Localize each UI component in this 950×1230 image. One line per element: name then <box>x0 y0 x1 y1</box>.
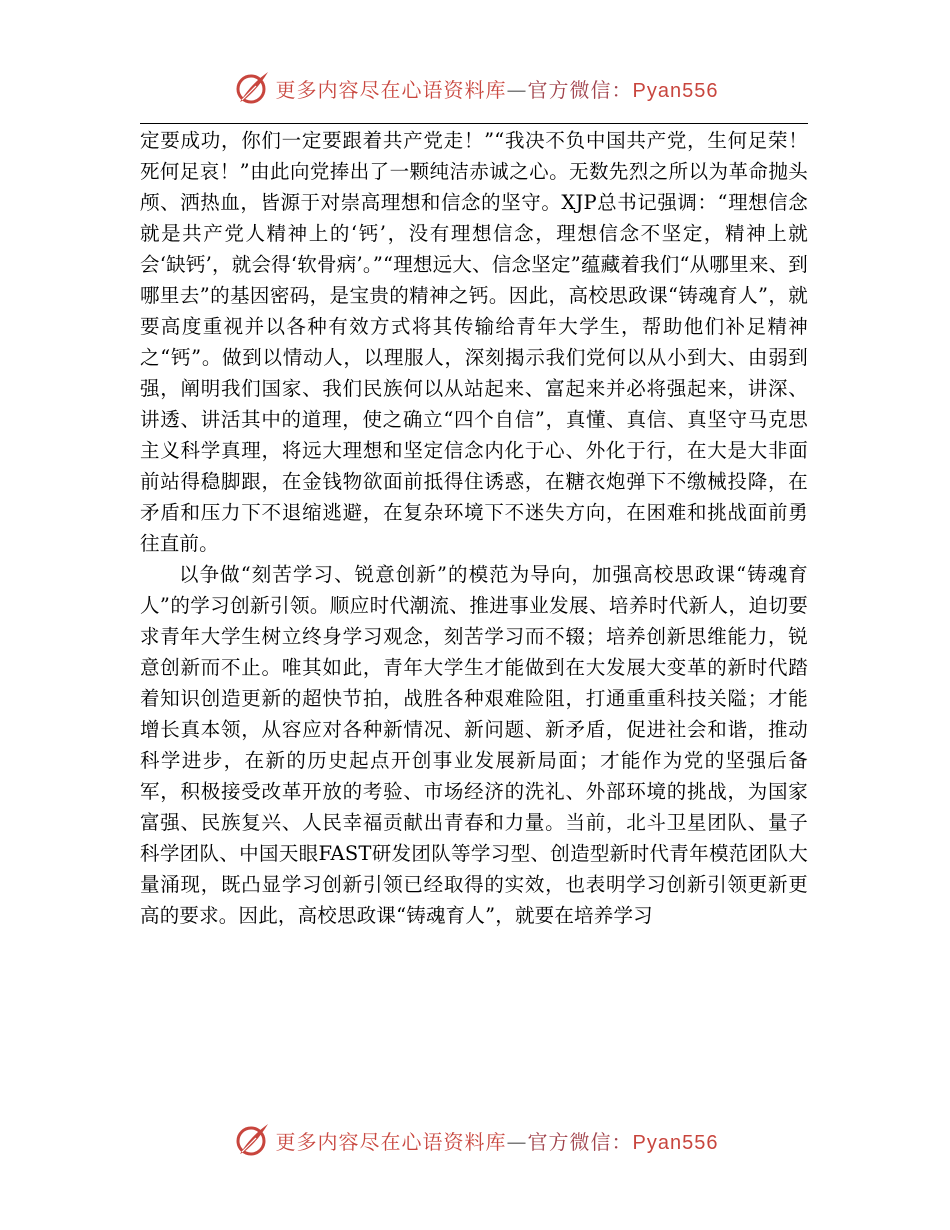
document-body <box>140 125 808 931</box>
quill-pen-icon <box>232 68 272 108</box>
footer-wechat-label: 官方微信： <box>527 1129 633 1154</box>
page-footer-banner <box>0 1118 950 1162</box>
quill-pen-icon <box>232 1120 272 1160</box>
header-divider <box>140 123 808 124</box>
footer-wechat-code: Pyan556 <box>632 1131 719 1154</box>
header-slogan: 更多内容尽在心语资料库 <box>275 77 507 102</box>
page-header-banner <box>0 66 950 110</box>
paragraph-1: 定要成功，你们一定要跟着共产党走！”“我决不负中国共产党，生何足荣！死何足哀！”由此向党捧出了一颗纯洁赤诚之心。无数先烈之所以为革命抛头颅、洒热血，皆源于对崇高理想和信念的坚守。XJP总书记强调：“理想信念就是共产党人精神上的‘钙’，没有理想信念，理想信念不坚定，精神上就会‘缺钙’，就会得‘软骨病’。”“理想远大、信念坚定”蕴藏着我们“从哪里来、到哪里去”的基因密码，是宝贵的精神之钙。因此，高校思政课“铸魂育人”，就要高度重视并以各种有效方式将其传输给青年大学生，帮助他们补足精神之“钙”。做到以情动人，以理服人，深刻揭示我们党何以从小到大、由弱到强，阐明我们国家、我们民族何以从站起来、富起来并必将强起来，讲深、讲透、讲活其中的道理，使之确立“四个自信”，真懂、真信、真坚守马克思主义科学真理，将远大理想和坚定信念内化于心、外化于行，在大是大非面前站得稳脚跟，在金钱物欲面前抵得住诱惑，在糖衣炮弹下不缴械投降，在矛盾和压力下不退缩逃避，在复杂环境下不迷失方向，在困难和挑战面前勇往直前。 <box>140 129 808 555</box>
header-wechat-label: 官方微信： <box>527 77 633 102</box>
footer-slogan: 更多内容尽在心语资料库 <box>275 1129 507 1154</box>
paragraph-2: 以争做“刻苦学习、锐意创新”的模范为导向，加强高校思政课“铸魂育人”的学习创新引领。顺应时代潮流、推进事业发展、培养时代新人，迫切要求青年大学生树立终身学习观念，刻苦学习而不辍；培养创新思维能力，锐意创新而不止。唯其如此，青年大学生才能做到在大发展大变革的新时代踏着知识创造更新的超快节拍，战胜各种艰难险阻，打通重重科技关隘；才能增长真本领，从容应对各种新情况、新问题、新矛盾，促进社会和谐，推动科学进步，在新的历史起点开创事业发展新局面；才能作为党的坚强后备军，积极接受改革开放的考验、市场经济的洗礼、外部环境的挑战，为国家富强、民族复兴、人民幸福贡献出青春和力量。当前，北斗卫星团队、量子科学团队、中国天眼FAST研发团队等学习型、创造型新时代青年模范团队大量涌现，既凸显学习创新引领已经取得的实效，也表明学习创新引领更新更高的要求。因此，高校思政课“铸魂育人”，就要在培养学习 <box>140 563 808 927</box>
footer-dash: — <box>506 1129 528 1154</box>
header-dash: — <box>506 77 528 102</box>
footer-text <box>276 1126 719 1155</box>
header-wechat-code: Pyan556 <box>632 79 719 102</box>
header-text <box>276 74 719 103</box>
